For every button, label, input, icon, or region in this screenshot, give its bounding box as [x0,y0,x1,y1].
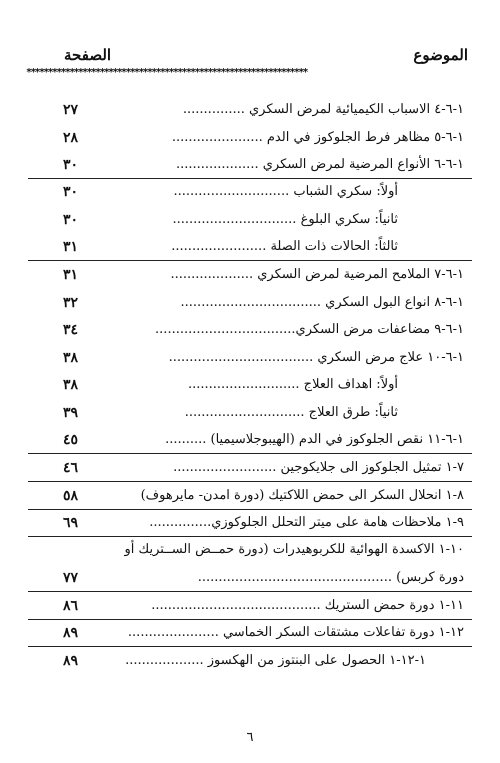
toc-entry-page: ٣٨ [62,377,78,393]
page-column-header: الصفحة [64,46,112,64]
toc-entry-page: ٣٠ [62,157,78,173]
toc-entry-page: ٨٩ [62,653,78,669]
row-divider [28,260,472,261]
toc-entry-page: ٣٠ [62,184,78,200]
toc-row [0,457,500,479]
toc-entry-page: ٣٨ [62,350,78,366]
toc-entry-page: ٣١ [62,239,78,255]
toc-row [0,347,500,369]
toc-row [0,595,500,617]
toc-entry-title: ثانياً: طرق العلاج ............................. [184,405,398,420]
toc-entry-title: أولاً: سكري الشباب ............................ [173,184,398,199]
toc-entry-title: دورة كربس) ............................................... [197,570,464,585]
toc-entry-title: ثانياً: سكري البلوغ .............................. [172,212,398,227]
topic-column-header: الموضوع [413,46,468,64]
toc-entry-title: ١-٦-٧ الملامح المرضية لمرض السكري .................... [170,267,464,282]
toc-entry-title: ٧-١ تمثيل الجلوكوز الى جلايكوجين ......................... [173,460,464,475]
row-divider [28,481,472,482]
toc-entry-title: ١-٦-١٠ علاج مرض السكري ................................... [168,350,464,365]
toc-entry-title: ١-٦-٨ انواع البول السكري .................................. [180,295,464,310]
toc-entry-page: ٤٦ [62,460,78,476]
toc-entry-page: ٣٩ [62,405,78,421]
star-divider: ***************************************************************** [26,67,307,78]
toc-entry-title: ١٢-١ دورة تفاعلات مشتقات السكر الخماسي ...................... [127,625,464,640]
toc-entry-page: ٤٥ [62,432,78,448]
toc-entry-title: ١-٦-١١ نقص الجلوكوز في الدم (الهيبوجلاسيميا) .......... [165,432,464,447]
row-divider [28,178,472,179]
toc-entry-page: ٨٦ [62,598,78,614]
toc-entry-page: ٣٤ [62,322,78,338]
toc-row [0,512,500,534]
row-divider [28,591,472,592]
toc-row [0,485,500,507]
toc-entry-title: ١-٦-٩ مضاعفات مرض السكري.................................. [155,322,464,337]
row-divider [28,509,472,510]
toc-entry-page: ٥٨ [62,488,78,504]
row-divider [28,619,472,620]
row-divider [28,536,472,537]
toc-row [0,264,500,286]
toc-entry-title: ١-٦-٥ مظاهر فرط الجلوكوز في الدم ...................... [171,130,464,145]
toc-row [0,127,500,149]
toc-row [0,154,500,176]
toc-entry-title: ٩-١ ملاحظات هامة على ميتر التحلل الجلوكوزي............... [149,515,464,530]
toc-row [0,374,500,396]
toc-row [0,181,500,203]
toc-row [0,319,500,341]
toc-row [0,99,500,121]
page-number: ٦ [246,730,254,745]
row-divider [28,646,472,647]
toc-entry-page: ٦٩ [62,515,78,531]
toc-entry-page: ٢٧ [62,102,78,118]
toc-entry-page: ٧٧ [62,570,78,586]
toc-entry-title: أولاً: اهداف العلاج ........................... [187,377,398,392]
toc-entry-page: ٢٨ [62,130,78,146]
toc-entry-page: ٣٢ [62,295,78,311]
toc-row [0,567,500,589]
toc-row [0,209,500,231]
toc-entry-title: ٨-١ انحلال السكر الى حمض اللاكتيك (دورة امدن- مايرهوف) [140,488,464,503]
toc-row [0,429,500,451]
toc-row [0,236,500,258]
toc-entry-page: ٣٠ [62,212,78,228]
toc-entry-page: ٨٩ [62,625,78,641]
toc-entry-title: ١-٦-٤ الاسباب الكيميائية لمرض السكري ............... [182,102,464,117]
toc-entry-title: ١-٦-٦ الأنواع المرضية لمرض السكري .................... [175,157,464,172]
toc-row [0,650,500,672]
toc-entry-page: ٣١ [62,267,78,283]
toc-row [0,622,500,644]
toc-entry-title: ١-١٢-١ الحصول على البنتوز من الهكسوز ................... [125,653,426,668]
row-divider [28,453,472,454]
toc-row [0,402,500,424]
toc-entry-title: ثالثاً: الحالات ذات الصلة ....................... [171,239,398,254]
toc-row [0,539,500,561]
toc-entry-title: ١١-١ دورة حمض الستريك ......................................... [151,598,464,613]
toc-row [0,292,500,314]
toc-entry-title: ١٠-١ الاكسدة الهوائية للكربوهيدرات (دورة حمــض الســتريك أو [124,542,464,557]
